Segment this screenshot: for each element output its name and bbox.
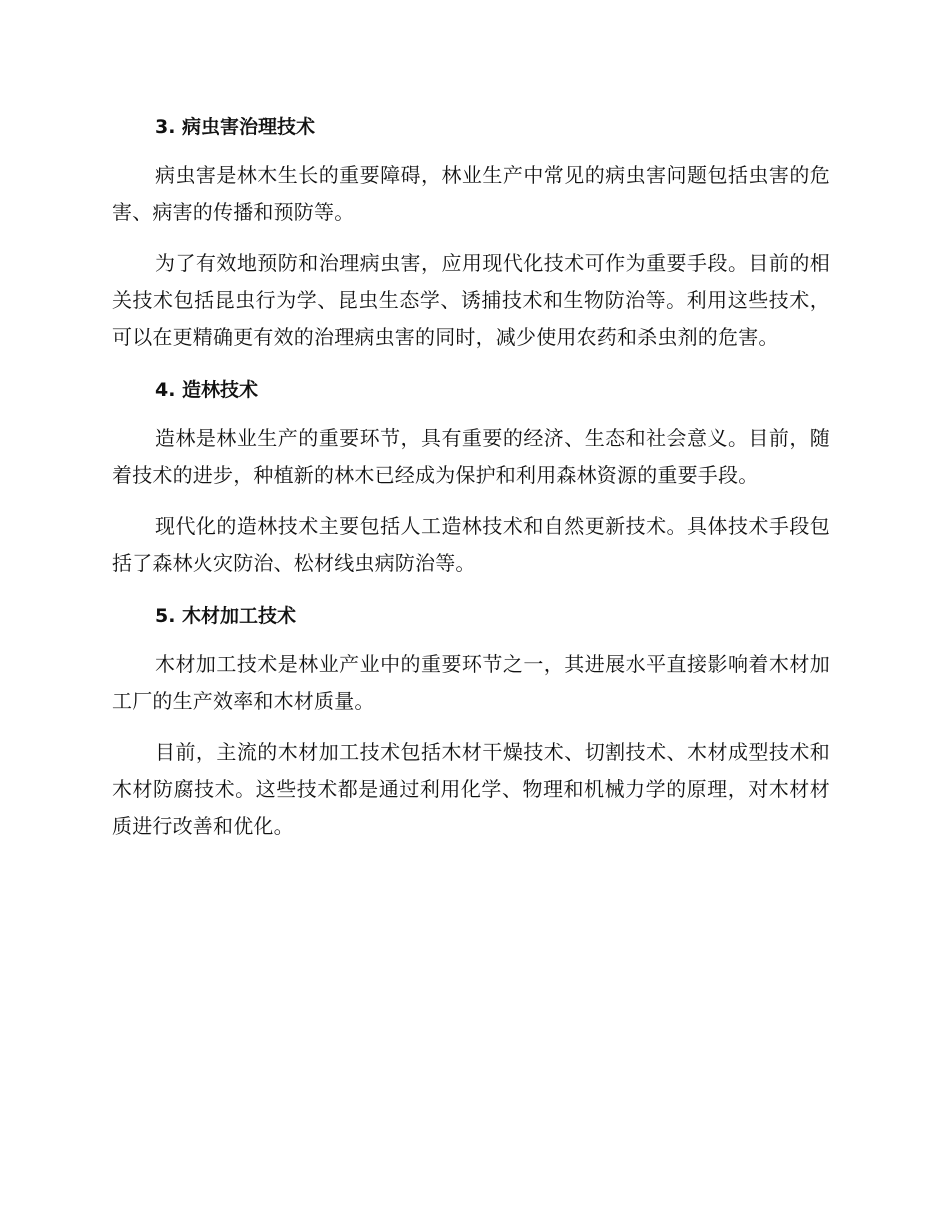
paragraph: 现代化的造林技术主要包括人工造林技术和自然更新技术。具体技术手段包括了森林火灾防治、松材线虫病防治等。 (112, 514, 830, 575)
paragraph: 病虫害是林木生长的重要障碍，林业生产中常见的病虫害问题包括虫害的危害、病害的传播和预防等。 (112, 163, 830, 224)
paragraph: 目前，主流的木材加工技术包括木材干燥技术、切割技术、木材成型技术和木材防腐技术。这些技术都是通过利用化学、物理和机械力学的原理，对木材材质进行改善和优化。 (112, 740, 830, 838)
section-heading-wood-processing: 5. 木材加工技术 (155, 605, 297, 627)
section-heading-afforestation: 4. 造林技术 (155, 379, 259, 401)
paragraph: 造林是林业生产的重要环节，具有重要的经济、生态和社会意义。目前，随着技术的进步，种植新的林木已经成为保护和利用森林资源的重要手段。 (112, 426, 830, 487)
paragraph: 为了有效地预防和治理病虫害，应用现代化技术可作为重要手段。目前的相关技术包括昆虫行为学、昆虫生态学、诱捕技术和生物防治等。利用这些技术，可以在更精确更有效的治理病虫害的同时，减少使用农药和杀虫剂的危害。 (112, 251, 830, 349)
document-body (112, 107, 830, 859)
section-heading-pest-control: 3. 病虫害治理技术 (155, 116, 316, 138)
paragraph: 木材加工技术是林业产业中的重要环节之一，其进展水平直接影响着木材加工厂的生产效率和木材质量。 (112, 652, 830, 713)
